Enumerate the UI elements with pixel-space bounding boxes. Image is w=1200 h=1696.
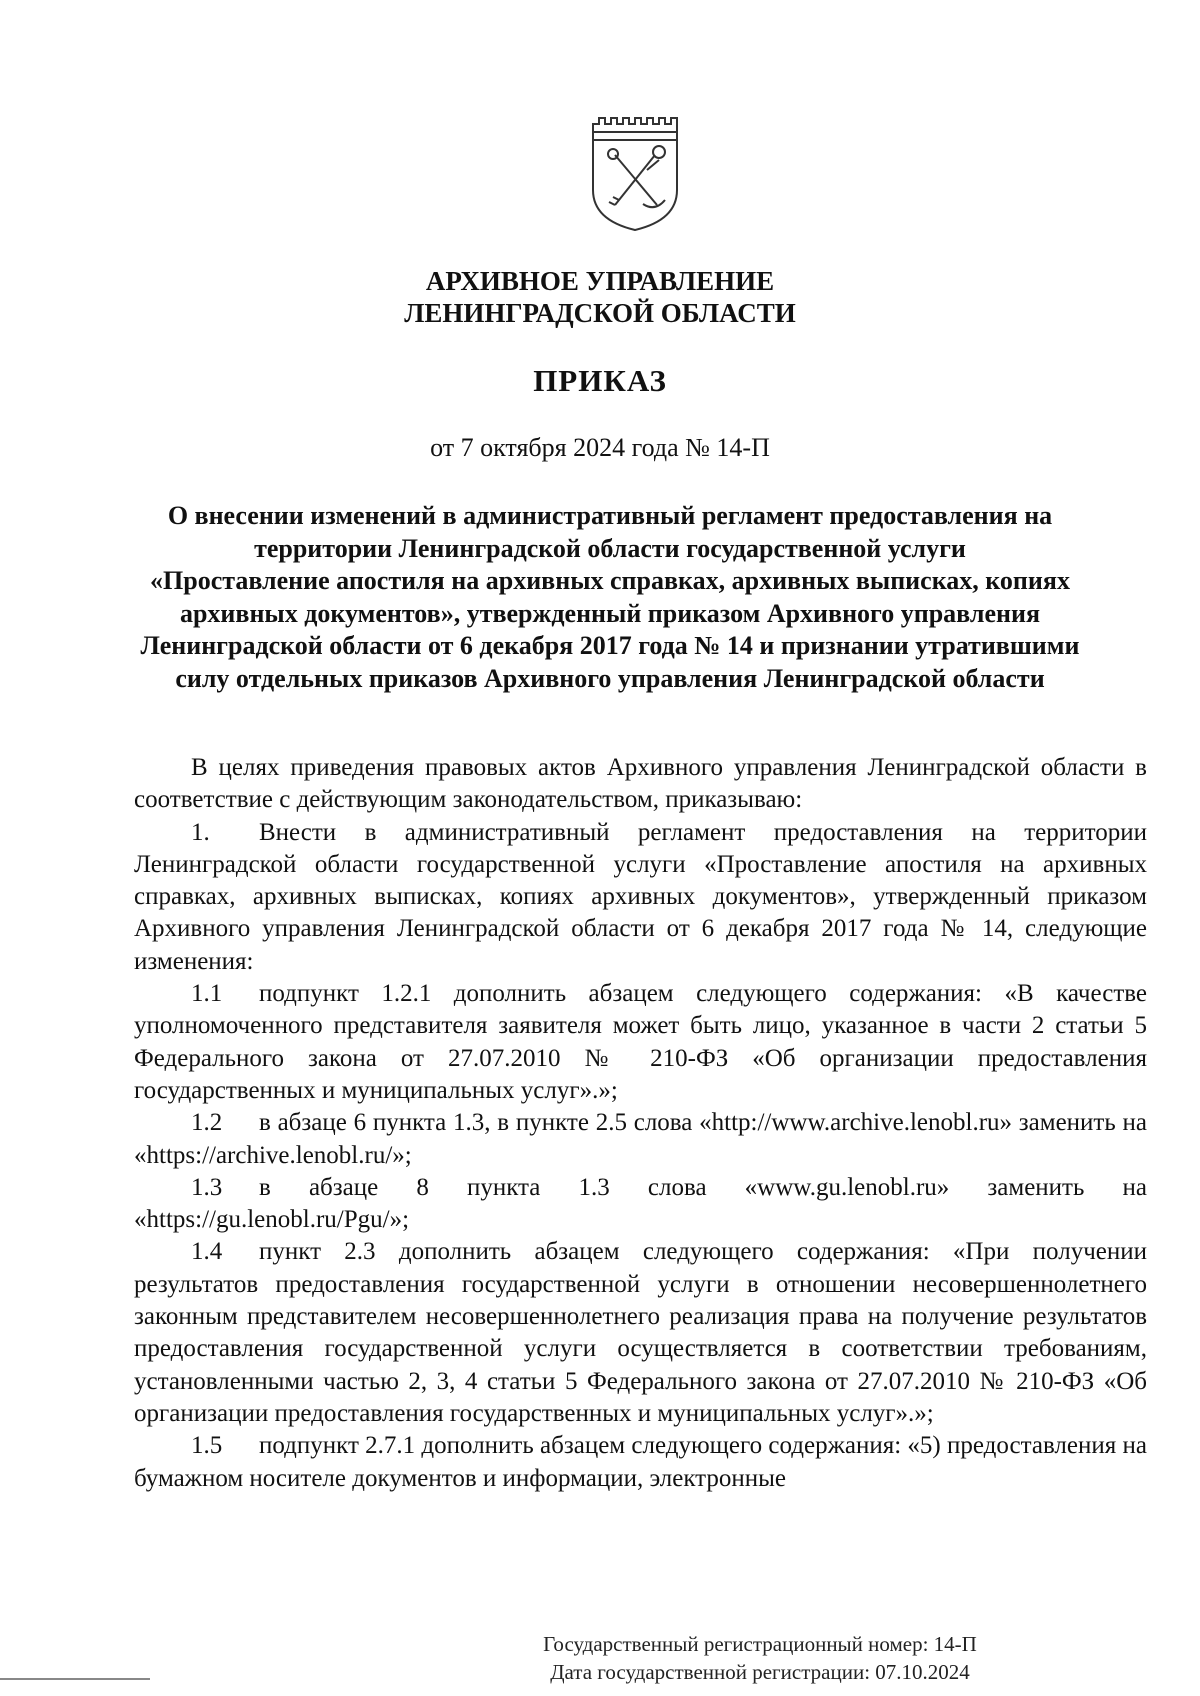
leningrad-oblast-coat-of-arms-icon — [585, 110, 685, 235]
subject-line: силу отдельных приказов Архивного управления Ленинградской области — [175, 663, 1045, 693]
subject-line: О внесении изменений в административный регламент предоставления на — [167, 501, 1053, 530]
item-number: 1.4 — [191, 1238, 223, 1266]
order-item — [134, 817, 1147, 978]
registration-number: Государственный регистрационный номер: 14-П — [543, 1632, 977, 1656]
subject-line: территории Ленинградской области государственной услуги — [254, 533, 966, 563]
item-number: 1.5 — [191, 1432, 223, 1460]
organization-name-line1: АРХИВНОЕ УПРАВЛЕНИЕ — [425, 266, 775, 296]
item-text: подпункт 2.7.1 дополнить абзацем следующего содержания: «5) предоставления на бумажном носителе документов и информации, электронные — [134, 1432, 1147, 1492]
registration-date: Дата государственной регистрации: 07.10.2024 — [550, 1660, 970, 1684]
item-number: 1.3 — [191, 1173, 223, 1201]
subject-line: Ленинградской области от 6 декабря 2017 года № 14 и признании утратившими — [140, 631, 1080, 660]
order-body — [134, 752, 1147, 1495]
item-text: Внести в административный регламент предоставления на территории Ленинградской области государственной услуги «Проставление апостиля на архивных справках, архивных выписках, копиях архивных документов», утвержденный приказом Архивного управления Ленинградской области от 6 декабря 2017 года № 14, следующие изменения: — [134, 818, 1147, 975]
order-item — [134, 1107, 1147, 1172]
order-item — [134, 1430, 1147, 1495]
item-text: подпункт 1.2.1 дополнить абзацем следующего содержания: «В качестве уполномоченного представителя заявителя может быть лицо, указанное в части 2 статьи 5 Федерального закона от 27.07.2010 № 210-ФЗ «Об организации предоставления государственных и муниципальных услуг».»; — [134, 980, 1147, 1104]
order-item — [134, 1172, 1147, 1237]
item-number: 1. — [191, 818, 210, 846]
document-date-number: от 7 октября 2024 года № 14-П — [430, 433, 770, 462]
item-text: в абзаце 6 пункта 1.3, в пункте 2.5 слова «http://www.archive.lenobl.ru» заменить на «https://archive.lenobl.ru/»; — [134, 1109, 1147, 1169]
subject-line: архивных документов», утвержденный приказом Архивного управления — [179, 598, 1041, 628]
item-number: 1.1 — [191, 980, 223, 1008]
intro-paragraph: В целях приведения правовых актов Архивного управления Ленинградской области в соответствие с действующим законодательством, приказываю: — [134, 754, 1147, 814]
item-text: пункт 2.3 дополнить абзацем следующего содержания: «При получении результатов предоставления государственной услуги в отношении несовершеннолетнего законным представителем несовершеннолетнего реализация права на получение результатов предоставления государственной услуги осуществляется в соответствии требованиям, установленными частью 2, 3, 4 статьи 5 Федерального закона от 27.07.2010 № 210-ФЗ «Об организации предоставления государственных и муниципальных услуг».»; — [134, 1238, 1147, 1427]
order-subject — [110, 500, 1110, 695]
order-item — [134, 1236, 1147, 1430]
item-number: 1.2 — [191, 1109, 223, 1137]
scan-artifact-line — [0, 1678, 150, 1680]
order-item — [134, 978, 1147, 1107]
registration-stamp — [480, 1630, 1040, 1686]
subject-line: «Проставление апостиля на архивных справках, архивных выписках, копиях — [150, 566, 1070, 595]
item-text: в абзаце 8 пункта 1.3 слова «www.gu.lenobl.ru» заменить на «https://gu.lenobl.ru/Pgu/»; — [134, 1173, 1147, 1234]
document-type-title: ПРИКАЗ — [533, 363, 667, 398]
organization-name-line2: ЛЕНИНГРАДСКОЙ ОБЛАСТИ — [404, 298, 796, 328]
